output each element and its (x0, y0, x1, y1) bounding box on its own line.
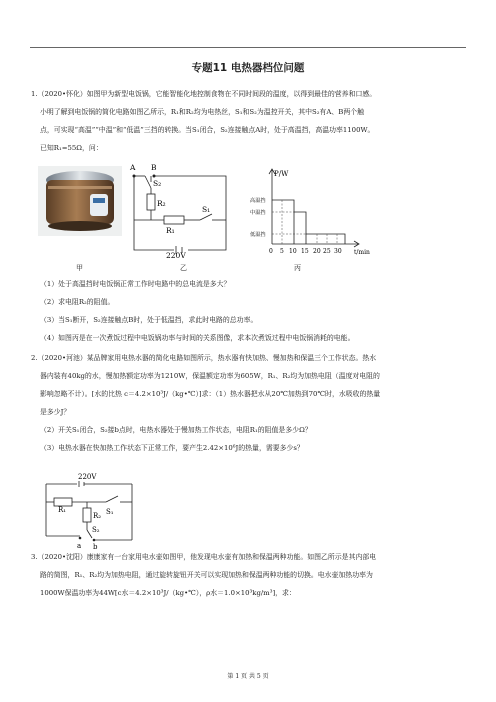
caption-jia: 甲 (76, 264, 83, 272)
heater-s1-label: S₁ (106, 508, 114, 516)
terminal-a-label: A (130, 163, 136, 172)
switch-s2-label: S₂ (153, 179, 162, 188)
circuit-diagram-b (124, 160, 256, 260)
power-time-graph (250, 166, 376, 262)
heater-s2-label: S₂ (92, 526, 100, 534)
q2-line-4: 是多少J？ (40, 408, 71, 416)
graph-tick-5: 5 (280, 248, 284, 255)
q1-sub-4: （4）如图丙是在一次煮饭过程中电饭锅功率与时间的关系图像，求本次煮饭过程中电饭锅消耗的电能。 (40, 334, 355, 342)
q1-line-3: 点，可实现“高温”“中温”和“低温”三挡的转换。当S₁闭合，S₂连接触点A时，处于高温挡，高温功率1100W。 (40, 126, 375, 134)
graph-xlabel: t/min (354, 249, 370, 256)
q2-line-1: 2.（2020•河池）某品牌家用电热水器的简化电路如图所示，热水器有快加热、慢加热和保温三个工作状态。热水 (31, 354, 377, 362)
graph-label-mid: 中温挡 (250, 210, 266, 216)
q1-line-2: 小明了解到电饭锅的简化电路如图乙所示，R₁和R₂均为电热丝，S₁和S₂为温控开关，其中S₂有A、B两个触 (40, 108, 365, 116)
q2-line-3: 影响忽略不计）。[水的比热 c＝4.2×10³J/（kg•℃）]求：（1）热水器把水从20℃加热到70℃时，水吸收的热量 (40, 390, 381, 398)
terminal-b-label: B (151, 163, 157, 172)
voltage-label: 220V (166, 251, 186, 260)
switch-s1-label: S₁ (202, 205, 211, 214)
graph-tick-30: 30 (334, 248, 342, 255)
graph-label-low: 低温挡 (250, 232, 266, 238)
page-footer: 第 1 页 共 5 页 (227, 673, 269, 680)
heater-r1-label: R₁ (58, 506, 67, 514)
contact-b-label: b (93, 543, 98, 551)
q3-line-3: 1000W保温功率为44W[c水＝4.2×10³J/（kg•℃），ρ水＝1.0×10³kg/m³]，求： (40, 589, 296, 597)
q3-line-2: 路的简图，R₁、R₂均为加热电阻，通过旋转旋钮开关可以实现加热和保温两种功能的切换。电水壶加热功率为 (40, 571, 373, 579)
heater-voltage-label: 220V (78, 473, 97, 481)
caption-yi: 乙 (180, 264, 187, 272)
graph-tick-10: 10 (289, 248, 297, 255)
rice-cooker-photo (38, 166, 122, 236)
resistor-r1-label: R₁ (166, 226, 175, 235)
q1-sub-3: （3）当S₁断开，S₂连接触点B时，处于低温挡，求此时电路的总功率。 (40, 316, 258, 324)
contact-a-label: a (77, 542, 82, 550)
graph-label-high: 高温挡 (250, 198, 266, 204)
graph-tick-20: 20 (313, 248, 321, 255)
graph-tick-15: 15 (301, 248, 309, 255)
q1-line-1: 1.（2020•怀化）如图甲为新型电饭锅，它能智能化地控制食物在不同时间段的温度，以得到最佳的营养和口感。 (31, 90, 377, 98)
header-rule (30, 47, 466, 48)
q3-line-1: 3.（2020•沈阳）康康家有一台家用电水壶如图甲，他发现电水壶有加热和保温两种功能。如图乙所示是其内部电 (31, 553, 377, 561)
heater-r2-label: R₂ (93, 512, 102, 520)
graph-ylabel: P/W (274, 170, 289, 178)
page-title: 专题11 电热器档位问题 (191, 62, 305, 74)
water-heater-circuit (40, 472, 148, 550)
q1-sub-2: （2）求电阻R₂的阻值。 (40, 298, 115, 306)
q2-sub-2: （2）开关S₁闭合，S₂接b点时，电热水器处于慢加热工作状态，电阻R₁的阻值是多少Ω？ (40, 426, 312, 434)
q1-sub-1: （1）处于高温挡时电饭锅正常工作时电路中的总电流是多大？ (40, 280, 231, 288)
caption-bing: 丙 (294, 264, 301, 272)
resistor-r2-label: R₂ (157, 199, 166, 208)
graph-tick-25: 25 (323, 248, 331, 255)
q1-line-4: 已知R₁=55Ω，问： (40, 144, 103, 152)
q2-sub-3: （3）电热水器在快加热工作状态下正常工作，要产生2.42×10⁶J的热量，需要多少s？ (40, 444, 304, 452)
graph-tick-0: 0 (269, 248, 273, 255)
q2-line-2: 器内装有40kg的水，慢加热额定功率为1210W，保温额定功率为605W，R₁、R₂均为加热电阻（温度对电阻的 (40, 372, 380, 380)
